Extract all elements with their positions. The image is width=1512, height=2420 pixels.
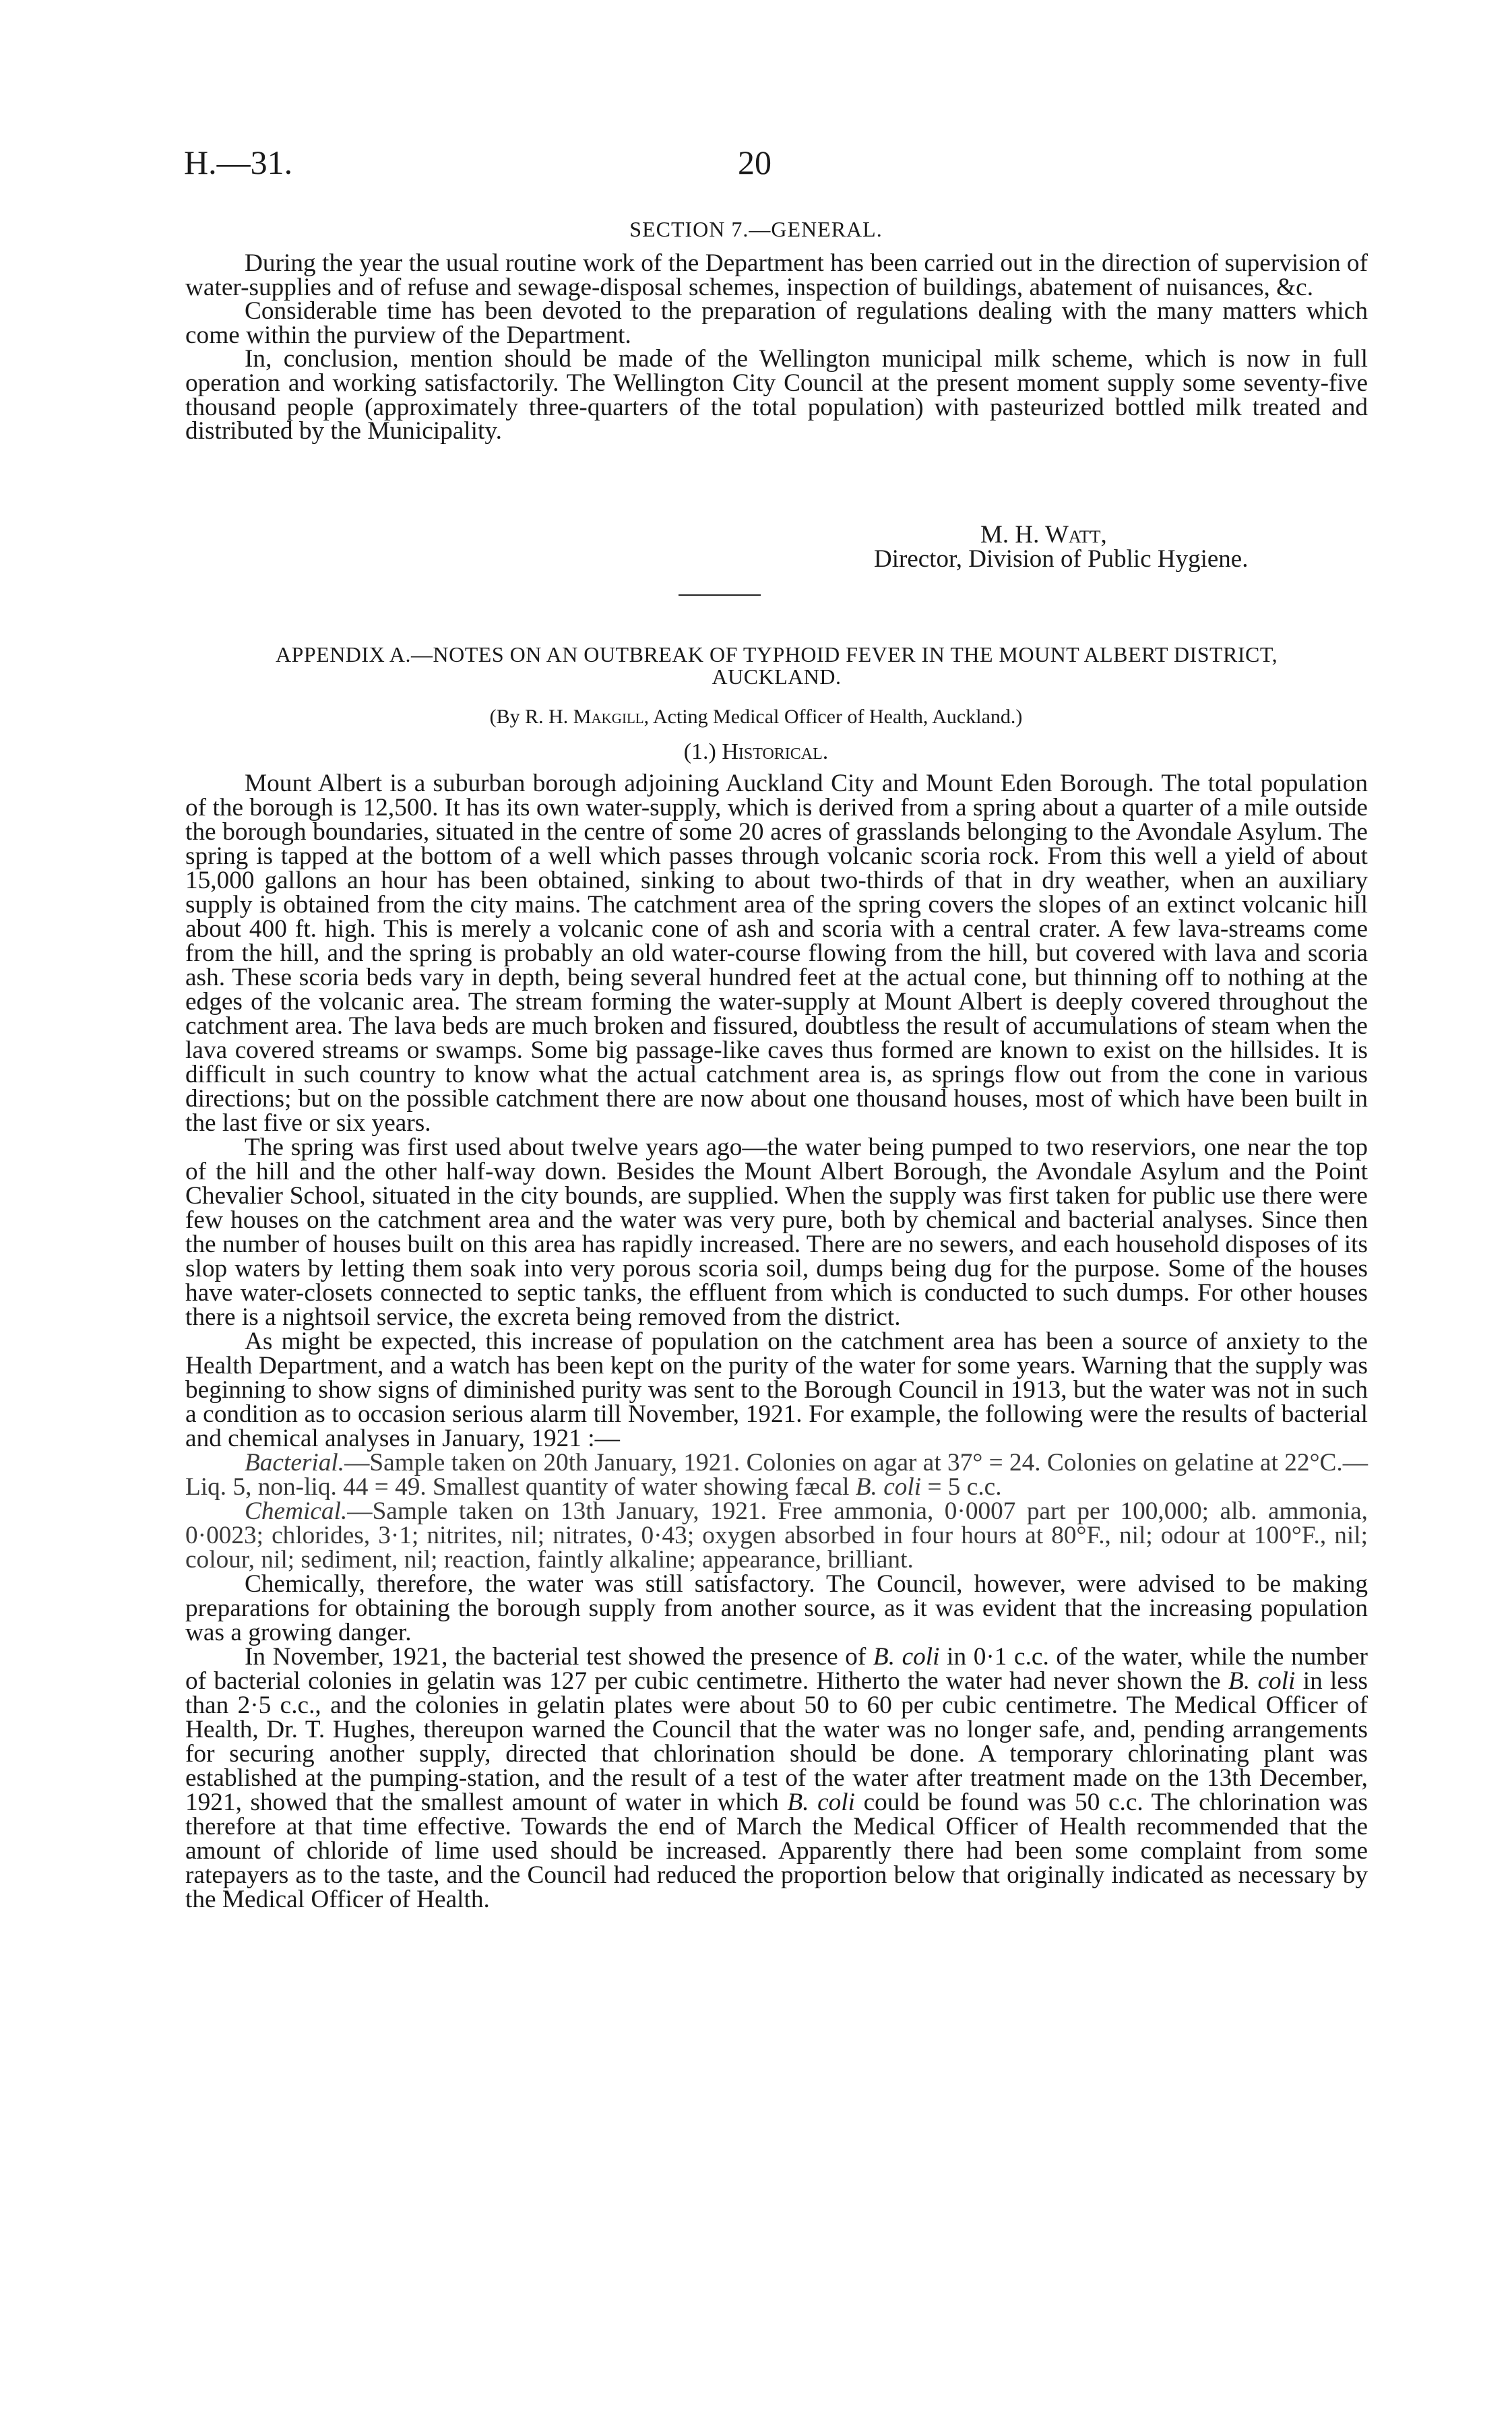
page-number: 20 bbox=[738, 144, 771, 181]
section-body bbox=[185, 251, 1368, 443]
appendix-title-line: AUCKLAND. bbox=[712, 664, 842, 689]
byline-suffix: , Acting Medical Officer of Health, Auckland.) bbox=[643, 706, 1023, 728]
document-reference: H.—31. bbox=[184, 144, 293, 181]
byline-prefix: (By R. H. bbox=[489, 706, 573, 728]
section-divider bbox=[679, 594, 761, 596]
signature-title: Director, Division of Public Hygiene. bbox=[874, 545, 1249, 573]
appendix-body bbox=[185, 772, 1368, 1912]
organism-name: B. coli bbox=[855, 1473, 922, 1501]
text-run: in 0·1 c.c. of the water, while the number of bacterial colonies in gelatin was 127 per cubic centimetre. Hitherto the water had never shown the bbox=[185, 1643, 1368, 1695]
organism-name: B. coli bbox=[787, 1789, 856, 1816]
chemical-analysis bbox=[185, 1499, 1368, 1572]
appendix-title-line: APPENDIX A.—NOTES ON AN OUTBREAK OF TYPHOID FEVER IN THE MOUNT ALBERT DISTRICT, bbox=[275, 642, 1278, 666]
analysis-text: —Sample taken on 13th January, 1921. Free ammonia, 0·0007 part per 100,000; alb. ammonia, 0·0023; chlorides, 3·1; nitrites, nil; nitrates, 0·43; oxygen absorbed in four hours at 80°F., nil; odour at 100°F., nil; colour, nil; sediment, nil; reaction, faintly alkaline; appearance, brilliant. bbox=[185, 1497, 1368, 1574]
bacterial-analysis bbox=[185, 1451, 1368, 1499]
analysis-text: —Sample taken on 20th January, 1921. Colonies on agar at 37° = 24. Colonies on gelatine at 22°C.—Liq. 5, non-liq. 44 = 49. Smallest quantity of water showing fæcal bbox=[185, 1449, 1368, 1501]
section-title: SECTION 7.—GENERAL. bbox=[629, 217, 883, 241]
organism-name: B. coli bbox=[873, 1643, 940, 1671]
analysis-text: = 5 c.c. bbox=[921, 1473, 1002, 1501]
subheading-number: (1.) bbox=[683, 739, 722, 764]
paragraph: The spring was first used about twelve years ago—the water being pumped to two reserviors, one near the top of the hill and the other half-way down. Besides the Mount Albert Borough, the Avondale Asylum and the Point Chevalier School, situated in the city bounds, are supplied. When the supply was first taken for public use there were few houses on the catchment area and the water was very pure, both by chemical and bacterial analyses. Since then the number of houses built on this area has rapidly increased. There are no sewers, and each household disposes of its slop waters by letting them soak into very porous scoria soil, dumps being dug for the purpose. Some of the houses have water-closets connected to septic tanks, the effluent from which is conducted to such dumps. For other houses there is a nightsoil service, the excreta being removed from the district. bbox=[185, 1134, 1368, 1331]
paragraph: Considerable time has been devoted to the preparation of regulations dealing with the many matters which come within the purview of the Department. bbox=[185, 297, 1368, 349]
appendix-title bbox=[185, 644, 1368, 688]
analysis-label: Bacterial. bbox=[245, 1449, 345, 1477]
paragraph: During the year the usual routine work of the Department has been carried out in the direction of supervision of water-supplies and of refuse and sewage-disposal schemes, inspection of buildings, abatement of nuisances, &c. bbox=[185, 249, 1368, 301]
paragraph: As might be expected, this increase of population on the catchment area has been a source of anxiety to the Health Department, and a watch has been kept on the purity of the water for some years. Warning that the supply was beginning to show signs of diminished purity was sent to the Borough Council in 1913, but the water was not in such a condition as to occasion serious alarm till November, 1921. For example, the following were the results of bacterial and chemical analyses in January, 1921 :— bbox=[185, 1328, 1368, 1452]
byline-author: Makgill bbox=[573, 706, 644, 728]
subheading bbox=[0, 739, 1512, 765]
byline bbox=[0, 706, 1512, 728]
paragraph: Chemically, therefore, the water was still satisfactory. The Council, however, were advised to be making preparations for obtaining the borough supply from another source, as it was evident that the increasing population was a growing danger. bbox=[185, 1570, 1368, 1646]
paragraph: In, conclusion, mention should be made of the Wellington municipal milk scheme, which is now in full operation and working satisfactorily. The Wellington City Council at the present moment supply some seventy-five thousand people (approximately three-quarters of the total population) with pasteurized bottled milk treated and distributed by the Municipality. bbox=[185, 345, 1368, 445]
analysis-label: Chemical. bbox=[245, 1497, 348, 1525]
paragraph bbox=[185, 1645, 1368, 1912]
paragraph: Mount Albert is a suburban borough adjoining Auckland City and Mount Eden Borough. The total population of the borough is 12,500. It has its own water-supply, which is derived from a spring about a quarter of a mile outside the borough boundaries, situated in the centre of some 20 acres of grasslands belonging to the Avondale Asylum. The spring is tapped at the bottom of a well which passes through volcanic scoria rock. From this well a yield of about 15,000 gallons an hour has been obtained, sinking to about two-thirds of that in dry weather, when an auxiliary supply is obtained from the city mains. The catchment area of the spring covers the slopes of an extinct volcanic hill about 400 ft. high. This is merely a volcanic cone of ash and scoria with a central crater. A few lava-streams come from the hill, and the spring is probably an old water-course flowing from the hill, but covered with lava and scoria ash. These scoria beds vary in depth, being several hundred feet at the actual cone, but thinning off to nothing at the edges of the volcanic area. The stream forming the water-supply at Mount Albert is deeply covered throughout the catchment area. The lava beds are much broken and fissured, doubtless the result of accumulations of steam when the lava covered streams or swamps. Some big passage-like caves thus formed are known to exist on the hillsides. It is difficult in such country to know what the actual catchment area is, as springs flow out from the cone in various directions; but on the possible catchment there are now about one thousand houses, most of which have been built in the last five or six years. bbox=[185, 770, 1368, 1137]
signature-name: M. H. Watt, bbox=[980, 521, 1107, 549]
subheading-text: Historical. bbox=[722, 739, 829, 764]
organism-name: B. coli bbox=[1228, 1667, 1296, 1695]
text-run: in less than 2·5 c.c., and the colonies in gelatin plates were about 50 to 60 per cubic centimetre. The Medical Officer of Health, Dr. T. Hughes, thereupon warned the Council that the water was no longer safe, and, pending arrangements for securing another supply, directed that chlorination should be done. A temporary chlorinating plant was established at the pumping-station, and the result of a test of the water after treatment made on the 13th December, 1921, showed that the smallest amount of water in which bbox=[185, 1667, 1368, 1816]
text-run: In November, 1921, the bacterial test showed the presence of bbox=[245, 1643, 873, 1671]
text-run: could be found was 50 c.c. The chlorination was therefore at that time effective. Towards the end of March the Medical Officer of Health recommended that the amount of chloride of lime used should be increased. Apparently there had been some complaint from some ratepayers as to the taste, and the Council had reduced the proportion below that originally indicated as necessary by the Medical Officer of Health. bbox=[185, 1789, 1368, 1913]
